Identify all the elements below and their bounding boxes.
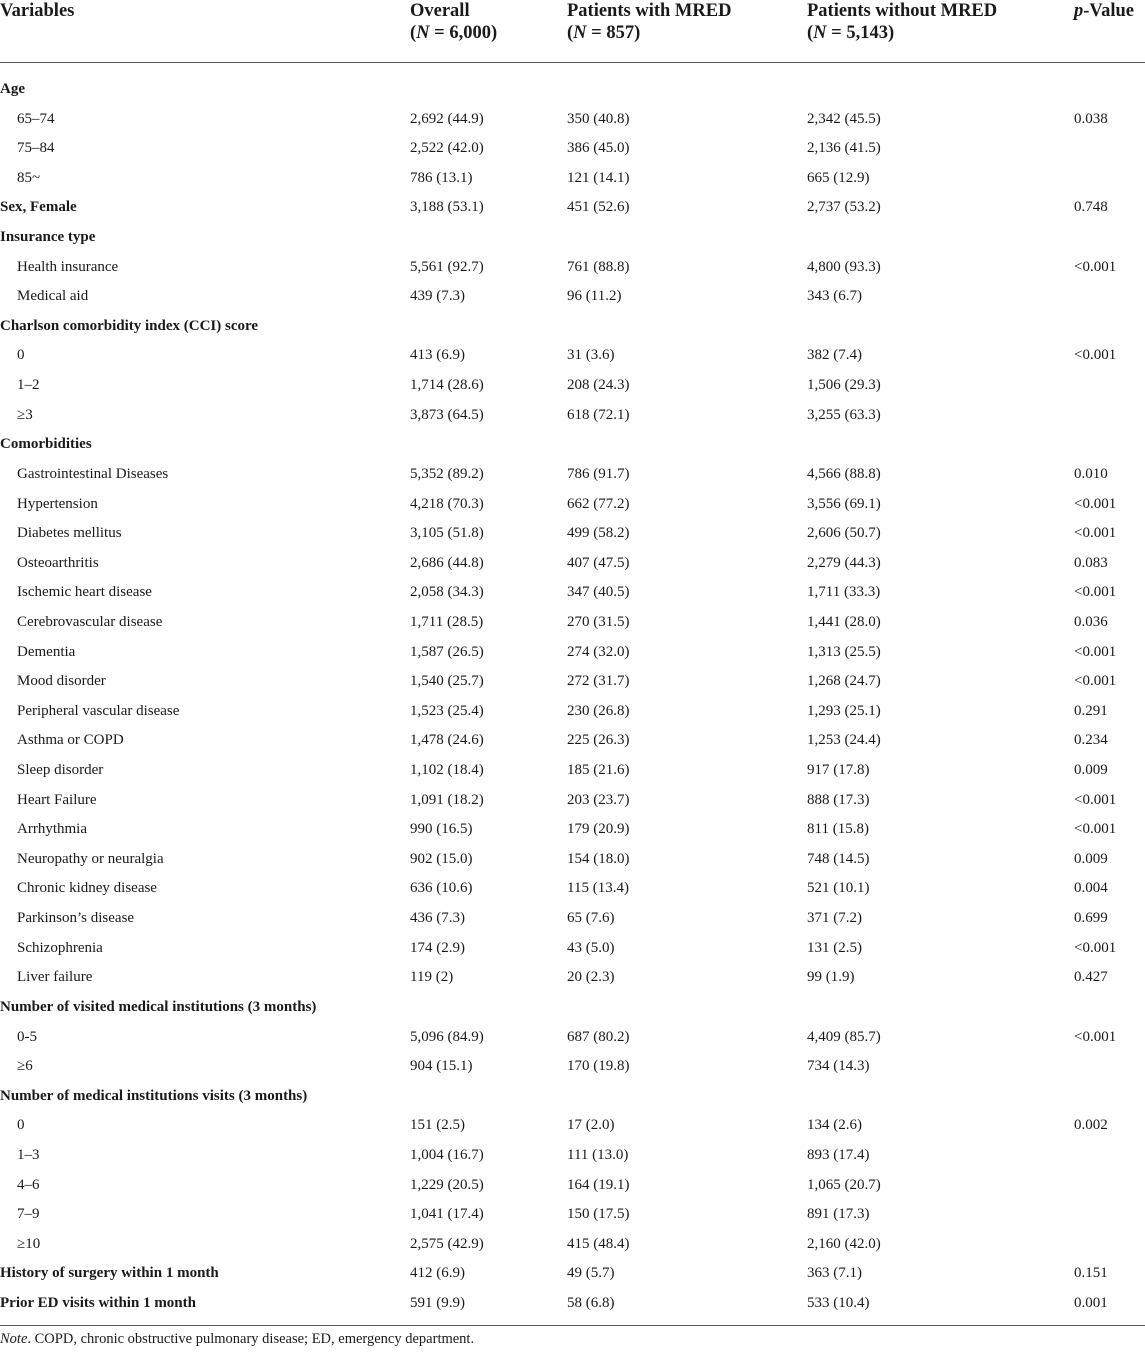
table-row bbox=[0, 608, 1145, 638]
cell-overall: 413 (6.9) bbox=[410, 347, 465, 364]
table-row bbox=[0, 578, 1145, 608]
row-label: 0-5 bbox=[17, 1028, 37, 1045]
cell-overall: 1,711 (28.5) bbox=[410, 613, 484, 630]
cell-overall: 5,352 (89.2) bbox=[410, 465, 484, 482]
row-label: 75–84 bbox=[17, 140, 55, 157]
row-label: Arrhythmia bbox=[17, 821, 87, 838]
cell-overall: 439 (7.3) bbox=[410, 288, 465, 305]
header-with-mred-label: Patients with MRED bbox=[567, 1, 732, 21]
cell-pvalue: 0.151 bbox=[1074, 1265, 1108, 1282]
cell-without-mred: 382 (7.4) bbox=[807, 347, 862, 364]
cell-overall: 1,714 (28.6) bbox=[410, 377, 484, 394]
cell-with-mred: 407 (47.5) bbox=[567, 554, 630, 571]
cell-with-mred: 65 (7.6) bbox=[567, 910, 615, 927]
cell-overall: 2,692 (44.9) bbox=[410, 110, 484, 127]
row-label: Number of visited medical institutions (3 months) bbox=[0, 998, 317, 1015]
row-label: Heart Failure bbox=[17, 791, 97, 808]
row-label: Schizophrenia bbox=[17, 939, 103, 956]
cell-overall: 636 (10.6) bbox=[410, 880, 473, 897]
cell-overall: 1,004 (16.7) bbox=[410, 1146, 484, 1163]
row-label: 0 bbox=[17, 347, 25, 364]
cell-with-mred: 111 (13.0) bbox=[567, 1146, 629, 1163]
table-row bbox=[0, 1023, 1145, 1053]
row-label: Liver failure bbox=[17, 969, 93, 986]
cell-with-mred: 115 (13.4) bbox=[567, 880, 629, 897]
table-body bbox=[0, 75, 1145, 1319]
cell-with-mred: 170 (19.8) bbox=[567, 1058, 630, 1075]
cell-overall: 5,096 (84.9) bbox=[410, 1028, 484, 1045]
table-row bbox=[0, 490, 1145, 520]
cell-without-mred: 363 (7.1) bbox=[807, 1265, 862, 1282]
cell-overall: 1,587 (26.5) bbox=[410, 643, 484, 660]
row-label: 1–2 bbox=[17, 377, 40, 394]
cell-without-mred: 891 (17.3) bbox=[807, 1206, 870, 1223]
cell-pvalue: <0.001 bbox=[1074, 495, 1117, 512]
cell-without-mred: 2,160 (42.0) bbox=[807, 1235, 881, 1252]
row-label: Cerebrovascular disease bbox=[17, 613, 163, 630]
row-label: Osteoarthritis bbox=[17, 554, 99, 571]
table-row bbox=[0, 1052, 1145, 1082]
header-overall bbox=[410, 0, 497, 44]
cell-without-mred: 2,342 (45.5) bbox=[807, 110, 881, 127]
cell-with-mred: 761 (88.8) bbox=[567, 258, 630, 275]
row-label: 85~ bbox=[17, 169, 41, 186]
cell-pvalue: <0.001 bbox=[1074, 821, 1117, 838]
header-without-mred-n-symbol: N bbox=[813, 23, 827, 43]
cell-without-mred: 99 (1.9) bbox=[807, 969, 855, 986]
row-label: Hypertension bbox=[17, 495, 98, 512]
table-row bbox=[0, 845, 1145, 875]
cell-with-mred: 415 (48.4) bbox=[567, 1235, 630, 1252]
footnote-label: Note bbox=[0, 1331, 28, 1347]
header-without-mred-n-value: = 5,143) bbox=[826, 23, 895, 43]
cell-overall: 5,561 (92.7) bbox=[410, 258, 484, 275]
header-without-mred-n-prefix: ( bbox=[807, 23, 814, 43]
cell-without-mred: 131 (2.5) bbox=[807, 939, 862, 956]
cell-overall: 904 (15.1) bbox=[410, 1058, 473, 1075]
cell-overall: 1,523 (25.4) bbox=[410, 702, 484, 719]
cell-without-mred: 371 (7.2) bbox=[807, 910, 862, 927]
cell-without-mred: 521 (10.1) bbox=[807, 880, 870, 897]
cell-overall: 990 (16.5) bbox=[410, 821, 473, 838]
cell-pvalue: 0.010 bbox=[1074, 465, 1108, 482]
cell-without-mred: 917 (17.8) bbox=[807, 762, 870, 779]
table-row bbox=[0, 874, 1145, 904]
cell-without-mred: 1,065 (20.7) bbox=[807, 1176, 881, 1193]
cell-without-mred: 1,268 (24.7) bbox=[807, 673, 881, 690]
table-row bbox=[0, 75, 1145, 105]
cell-with-mred: 185 (21.6) bbox=[567, 762, 630, 779]
table-row bbox=[0, 934, 1145, 964]
header-variables bbox=[0, 0, 74, 22]
table-header bbox=[0, 0, 1145, 63]
cell-overall: 1,102 (18.4) bbox=[410, 762, 484, 779]
cell-with-mred: 208 (24.3) bbox=[567, 377, 630, 394]
cell-overall: 902 (15.0) bbox=[410, 850, 473, 867]
cell-pvalue: 0.083 bbox=[1074, 554, 1108, 571]
table-row bbox=[0, 904, 1145, 934]
cell-with-mred: 121 (14.1) bbox=[567, 169, 630, 186]
cell-with-mred: 225 (26.3) bbox=[567, 732, 630, 749]
table-row bbox=[0, 105, 1145, 135]
table-row bbox=[0, 667, 1145, 697]
table-row bbox=[0, 1259, 1145, 1289]
cell-overall: 119 (2) bbox=[410, 969, 454, 986]
row-label: Health insurance bbox=[17, 258, 119, 275]
cell-pvalue: 0.004 bbox=[1074, 880, 1108, 897]
row-label: Peripheral vascular disease bbox=[17, 702, 180, 719]
cell-with-mred: 386 (45.0) bbox=[567, 140, 630, 157]
cell-overall: 1,229 (20.5) bbox=[410, 1176, 484, 1193]
cell-pvalue: <0.001 bbox=[1074, 525, 1117, 542]
header-with-mred bbox=[567, 0, 731, 44]
row-label: Chronic kidney disease bbox=[17, 880, 157, 897]
cell-with-mred: 96 (11.2) bbox=[567, 288, 622, 305]
cell-pvalue: <0.001 bbox=[1074, 673, 1117, 690]
table-row bbox=[0, 1200, 1145, 1230]
cell-pvalue: <0.001 bbox=[1074, 643, 1117, 660]
table-row bbox=[0, 134, 1145, 164]
table-row bbox=[0, 549, 1145, 579]
cell-with-mred: 150 (17.5) bbox=[567, 1206, 630, 1223]
cell-pvalue: <0.001 bbox=[1074, 791, 1117, 808]
cell-pvalue: 0.009 bbox=[1074, 850, 1108, 867]
cell-pvalue: <0.001 bbox=[1074, 258, 1117, 275]
cell-without-mred: 2,737 (53.2) bbox=[807, 199, 881, 216]
cell-overall: 1,041 (17.4) bbox=[410, 1206, 484, 1223]
cell-with-mred: 347 (40.5) bbox=[567, 584, 630, 601]
cell-without-mred: 1,313 (25.5) bbox=[807, 643, 881, 660]
table-row bbox=[0, 1082, 1145, 1112]
table-row bbox=[0, 697, 1145, 727]
cell-with-mred: 618 (72.1) bbox=[567, 406, 630, 423]
row-label: Age bbox=[0, 81, 25, 97]
row-label: Insurance type bbox=[0, 229, 96, 246]
header-pvalue bbox=[1074, 0, 1134, 22]
cell-with-mred: 154 (18.0) bbox=[567, 850, 630, 867]
row-label: Number of medical institutions visits (3 months) bbox=[0, 1087, 308, 1104]
cell-pvalue: 0.036 bbox=[1074, 613, 1108, 630]
cell-with-mred: 49 (5.7) bbox=[567, 1265, 615, 1282]
table-row bbox=[0, 993, 1145, 1023]
table-row bbox=[0, 164, 1145, 194]
cell-overall: 1,091 (18.2) bbox=[410, 791, 484, 808]
row-label: Sex, Female bbox=[0, 199, 77, 216]
cell-without-mred: 343 (6.7) bbox=[807, 288, 862, 305]
table-row bbox=[0, 1111, 1145, 1141]
cell-overall: 786 (13.1) bbox=[410, 169, 473, 186]
cell-pvalue: <0.001 bbox=[1074, 1028, 1117, 1045]
cell-without-mred: 665 (12.9) bbox=[807, 169, 870, 186]
cell-without-mred: 2,606 (50.7) bbox=[807, 525, 881, 542]
header-variables-label: Variables bbox=[0, 1, 75, 21]
header-with-mred-n-value: = 857) bbox=[586, 23, 641, 43]
cell-with-mred: 179 (20.9) bbox=[567, 821, 630, 838]
header-overall-label: Overall bbox=[410, 1, 470, 21]
cell-pvalue: 0.291 bbox=[1074, 702, 1108, 719]
table-row bbox=[0, 1230, 1145, 1260]
table-footnote bbox=[0, 1325, 1145, 1350]
cell-without-mred: 2,279 (44.3) bbox=[807, 554, 881, 571]
cell-without-mred: 1,293 (25.1) bbox=[807, 702, 881, 719]
cell-without-mred: 3,255 (63.3) bbox=[807, 406, 881, 423]
cell-with-mred: 43 (5.0) bbox=[567, 939, 615, 956]
row-label: 4–6 bbox=[17, 1176, 40, 1193]
row-label: Gastrointestinal Diseases bbox=[17, 465, 169, 482]
cell-overall: 4,218 (70.3) bbox=[410, 495, 484, 512]
cell-without-mred: 893 (17.4) bbox=[807, 1146, 870, 1163]
table-row bbox=[0, 1289, 1145, 1319]
cell-with-mred: 270 (31.5) bbox=[567, 613, 630, 630]
cell-overall: 174 (2.9) bbox=[410, 939, 465, 956]
row-label: Charlson comorbidity index (CCI) score bbox=[0, 317, 259, 334]
table-row bbox=[0, 430, 1145, 460]
cell-pvalue: 0.234 bbox=[1074, 732, 1108, 749]
table-row bbox=[0, 815, 1145, 845]
table-row bbox=[0, 371, 1145, 401]
cell-with-mred: 687 (80.2) bbox=[567, 1028, 630, 1045]
table-row bbox=[0, 786, 1145, 816]
cell-pvalue: 0.001 bbox=[1074, 1294, 1108, 1311]
cell-with-mred: 662 (77.2) bbox=[567, 495, 630, 512]
header-pvalue-symbol: p bbox=[1074, 1, 1084, 21]
table-row bbox=[0, 963, 1145, 993]
cell-pvalue: 0.002 bbox=[1074, 1117, 1108, 1134]
cell-without-mred: 533 (10.4) bbox=[807, 1294, 870, 1311]
cell-with-mred: 350 (40.8) bbox=[567, 110, 630, 127]
header-with-mred-n-prefix: ( bbox=[567, 23, 574, 43]
cell-with-mred: 31 (3.6) bbox=[567, 347, 615, 364]
cell-overall: 412 (6.9) bbox=[410, 1265, 465, 1282]
table-row bbox=[0, 638, 1145, 668]
row-label: History of surgery within 1 month bbox=[0, 1265, 219, 1282]
cell-pvalue: 0.427 bbox=[1074, 969, 1108, 986]
header-overall-n-value: = 6,000) bbox=[429, 23, 498, 43]
cell-overall: 2,686 (44.8) bbox=[410, 554, 484, 571]
cell-with-mred: 274 (32.0) bbox=[567, 643, 630, 660]
cell-with-mred: 499 (58.2) bbox=[567, 525, 630, 542]
cell-overall: 3,105 (51.8) bbox=[410, 525, 484, 542]
table-row bbox=[0, 282, 1145, 312]
row-label: Comorbidities bbox=[0, 436, 92, 453]
cell-overall: 1,478 (24.6) bbox=[410, 732, 484, 749]
header-with-mred-n-symbol: N bbox=[573, 23, 587, 43]
row-label: Mood disorder bbox=[17, 673, 106, 690]
cell-without-mred: 2,136 (41.5) bbox=[807, 140, 881, 157]
row-label: ≥6 bbox=[17, 1058, 33, 1075]
cell-without-mred: 134 (2.6) bbox=[807, 1117, 862, 1134]
cell-pvalue: <0.001 bbox=[1074, 347, 1117, 364]
row-label: Medical aid bbox=[17, 288, 89, 305]
cell-overall: 1,540 (25.7) bbox=[410, 673, 484, 690]
cell-without-mred: 748 (14.5) bbox=[807, 850, 870, 867]
cell-pvalue: 0.009 bbox=[1074, 762, 1108, 779]
row-label: 7–9 bbox=[17, 1206, 40, 1223]
cell-without-mred: 4,566 (88.8) bbox=[807, 465, 881, 482]
table-row bbox=[0, 401, 1145, 431]
header-overall-n bbox=[410, 22, 497, 44]
row-label: Asthma or COPD bbox=[17, 732, 124, 749]
cell-without-mred: 4,800 (93.3) bbox=[807, 258, 881, 275]
row-label: Sleep disorder bbox=[17, 762, 104, 779]
cell-pvalue: 0.699 bbox=[1074, 910, 1108, 927]
cell-pvalue: <0.001 bbox=[1074, 939, 1117, 956]
cell-with-mred: 20 (2.3) bbox=[567, 969, 615, 986]
cell-overall: 2,058 (34.3) bbox=[410, 584, 484, 601]
row-label: Neuropathy or neuralgia bbox=[17, 850, 164, 867]
header-pvalue-label: -Value bbox=[1083, 1, 1134, 21]
footnote-text: . COPD, chronic obstructive pulmonary disease; ED, emergency department. bbox=[27, 1331, 475, 1347]
cell-with-mred: 17 (2.0) bbox=[567, 1117, 615, 1134]
table-row bbox=[0, 460, 1145, 490]
cell-with-mred: 786 (91.7) bbox=[567, 465, 630, 482]
table-row bbox=[0, 726, 1145, 756]
table-row bbox=[0, 253, 1145, 283]
cell-overall: 2,522 (42.0) bbox=[410, 140, 484, 157]
cell-with-mred: 58 (6.8) bbox=[567, 1294, 615, 1311]
row-label: ≥3 bbox=[17, 406, 33, 423]
cell-with-mred: 272 (31.7) bbox=[567, 673, 630, 690]
header-without-mred-label: Patients without MRED bbox=[807, 1, 998, 21]
cell-with-mred: 451 (52.6) bbox=[567, 199, 630, 216]
row-label: Diabetes mellitus bbox=[17, 525, 122, 542]
cell-overall: 2,575 (42.9) bbox=[410, 1235, 484, 1252]
cell-with-mred: 203 (23.7) bbox=[567, 791, 630, 808]
cell-overall: 151 (2.5) bbox=[410, 1117, 465, 1134]
cell-pvalue: <0.001 bbox=[1074, 584, 1117, 601]
table-row bbox=[0, 223, 1145, 253]
cell-overall: 3,873 (64.5) bbox=[410, 406, 484, 423]
table-row bbox=[0, 193, 1145, 223]
cell-overall: 3,188 (53.1) bbox=[410, 199, 484, 216]
row-label: Prior ED visits within 1 month bbox=[0, 1294, 196, 1311]
header-with-mred-n bbox=[567, 22, 731, 44]
table-row bbox=[0, 341, 1145, 371]
header-without-mred-n bbox=[807, 22, 997, 44]
table-row bbox=[0, 756, 1145, 786]
cell-with-mred: 230 (26.8) bbox=[567, 702, 630, 719]
cell-with-mred: 164 (19.1) bbox=[567, 1176, 630, 1193]
cell-without-mred: 1,253 (24.4) bbox=[807, 732, 881, 749]
row-label: Dementia bbox=[17, 643, 76, 660]
table-row bbox=[0, 312, 1145, 342]
header-overall-n-symbol: N bbox=[416, 23, 430, 43]
row-label: 65–74 bbox=[17, 110, 55, 127]
cell-without-mred: 3,556 (69.1) bbox=[807, 495, 881, 512]
cell-pvalue: 0.748 bbox=[1074, 199, 1108, 216]
cell-overall: 591 (9.9) bbox=[410, 1294, 465, 1311]
table-row bbox=[0, 519, 1145, 549]
cell-without-mred: 734 (14.3) bbox=[807, 1058, 870, 1075]
cell-without-mred: 1,441 (28.0) bbox=[807, 613, 881, 630]
header-overall-n-prefix: ( bbox=[410, 23, 417, 43]
cell-without-mred: 4,409 (85.7) bbox=[807, 1028, 881, 1045]
cell-pvalue: 0.038 bbox=[1074, 110, 1108, 127]
row-label: Ischemic heart disease bbox=[17, 584, 152, 601]
row-label: 0 bbox=[17, 1117, 25, 1134]
cell-without-mred: 811 (15.8) bbox=[807, 821, 869, 838]
cell-overall: 436 (7.3) bbox=[410, 910, 465, 927]
cell-without-mred: 1,711 (33.3) bbox=[807, 584, 881, 601]
cell-without-mred: 888 (17.3) bbox=[807, 791, 870, 808]
table-row bbox=[0, 1141, 1145, 1171]
row-label: Parkinson’s disease bbox=[17, 910, 135, 927]
table-row bbox=[0, 1171, 1145, 1201]
row-label: ≥10 bbox=[17, 1235, 41, 1252]
header-without-mred bbox=[807, 0, 997, 44]
cell-without-mred: 1,506 (29.3) bbox=[807, 377, 881, 394]
row-label: 1–3 bbox=[17, 1146, 40, 1163]
